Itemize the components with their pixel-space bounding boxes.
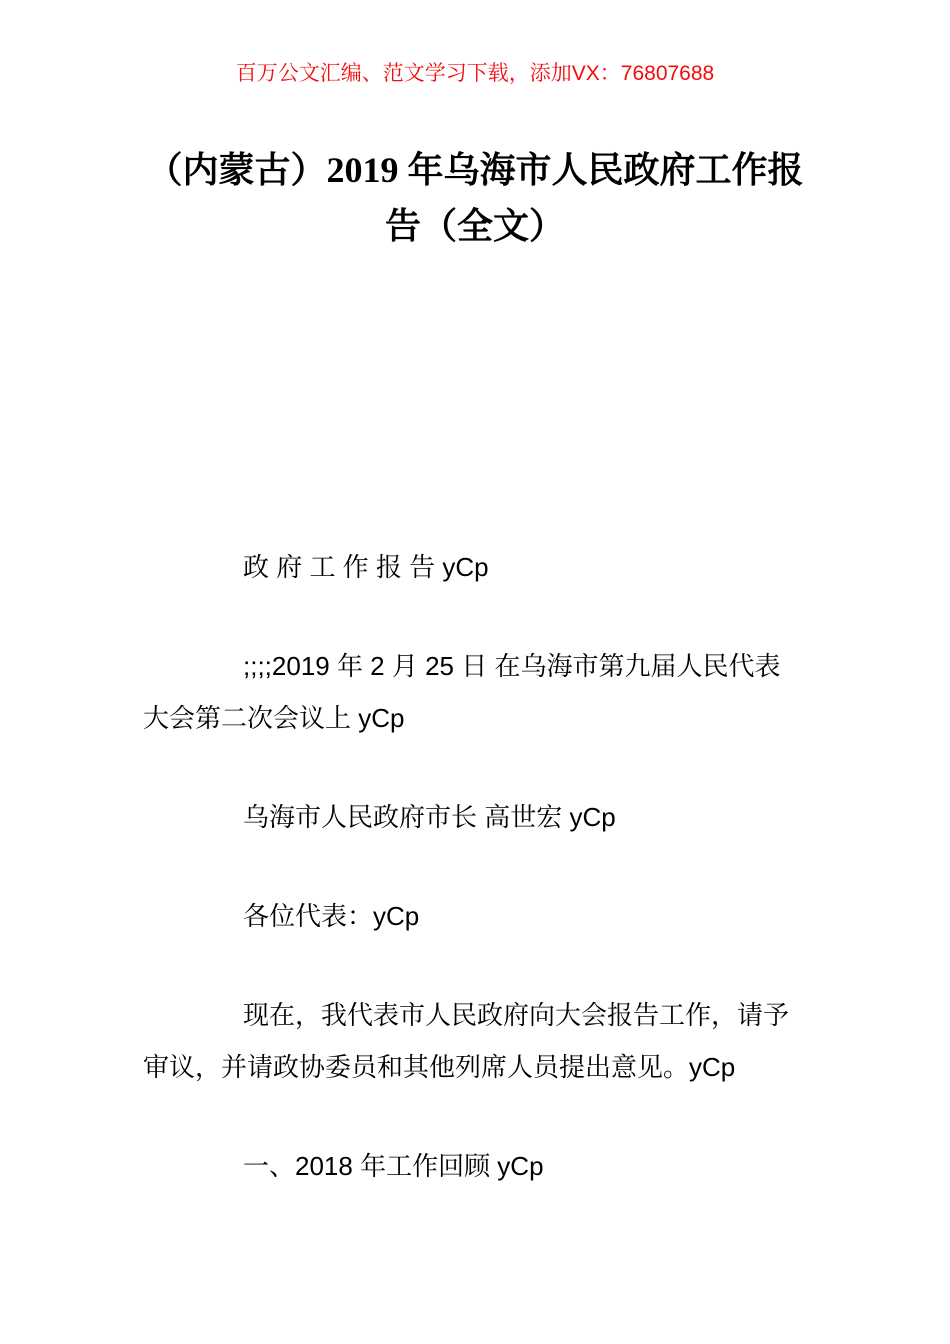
paragraph-line: 政 府 工 作 报 告 yCp	[243, 552, 489, 582]
paragraph-line: 审议，并请政协委员和其他列席人员提出意见。yCp	[143, 1052, 736, 1082]
paragraph-line: 大会第二次会议上 yCp	[143, 703, 405, 733]
paragraph-date-venue	[143, 640, 812, 744]
document-title	[0, 142, 950, 254]
paragraph-line: 乌海市人民政府市长 高世宏 yCp	[243, 802, 616, 832]
paragraph-salutation	[143, 890, 812, 942]
document-body	[0, 541, 950, 1192]
paragraph-report-heading	[143, 541, 812, 593]
document-title-line-2: 告（全文）	[384, 206, 565, 246]
paragraph-line: 各位代表：yCp	[243, 901, 420, 931]
document-title-line-1: （内蒙古）2019 年乌海市人民政府工作报	[146, 150, 804, 190]
paragraph-line: 现在，我代表市人民政府向大会报告工作，请予	[243, 1000, 790, 1030]
promo-header-note: 百万公文汇编、范文学习下载，添加VX：76807688	[235, 62, 715, 85]
paragraph-introduction	[143, 989, 812, 1093]
paragraph-line: ;;;;2019 年 2 月 25 日 在乌海市第九届人民代表	[243, 651, 781, 681]
paragraph-speaker	[143, 791, 812, 843]
paragraph-line: 一、2018 年工作回顾 yCp	[243, 1151, 544, 1181]
paragraph-section-heading	[143, 1140, 812, 1192]
